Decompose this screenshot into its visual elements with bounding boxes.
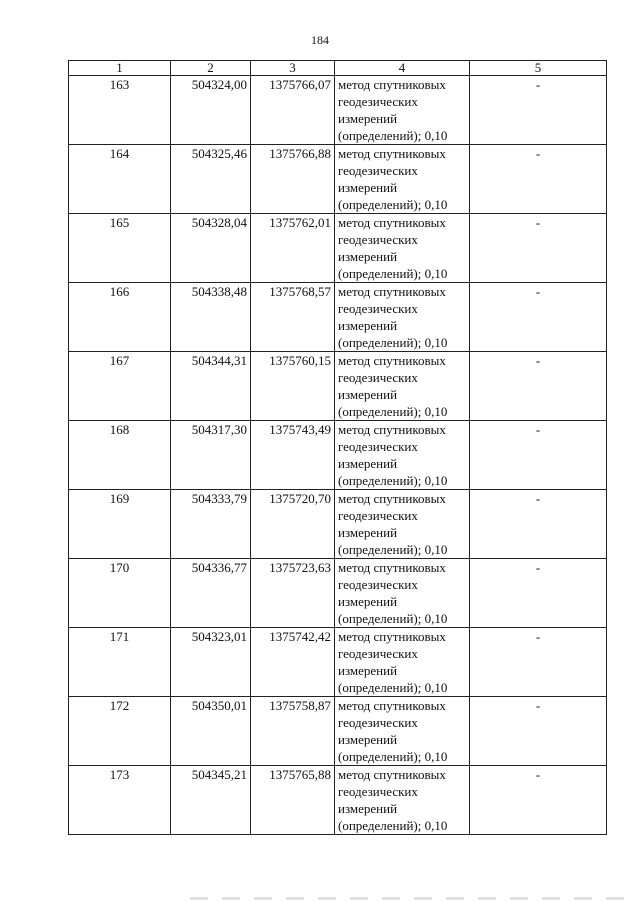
row-number-cell: 167 [69,352,171,421]
note-cell: - [470,559,607,628]
row-number-cell: 166 [69,283,171,352]
table-row [69,766,607,835]
y-coordinate-cell: 1375742,42 [251,628,335,697]
table-row [69,697,607,766]
scan-artifact [190,897,630,900]
table-header-row [69,61,607,76]
x-coordinate-cell: 504345,21 [171,766,251,835]
page-number: 184 [311,33,329,47]
row-number-cell: 169 [69,490,171,559]
y-coordinate-cell: 1375762,01 [251,214,335,283]
y-coordinate-cell: 1375723,63 [251,559,335,628]
x-coordinate-cell: 504324,00 [171,76,251,145]
note-cell: - [470,766,607,835]
table-row [69,352,607,421]
header-col-1: 1 [69,61,171,76]
row-number-cell: 168 [69,421,171,490]
note-cell: - [470,283,607,352]
y-coordinate-cell: 1375758,87 [251,697,335,766]
row-number-cell: 163 [69,76,171,145]
row-number-cell: 171 [69,628,171,697]
note-cell: - [470,697,607,766]
table-row [69,559,607,628]
row-number-cell: 172 [69,697,171,766]
y-coordinate-cell: 1375766,07 [251,76,335,145]
x-coordinate-cell: 504333,79 [171,490,251,559]
x-coordinate-cell: 504317,30 [171,421,251,490]
note-cell: - [470,76,607,145]
y-coordinate-cell: 1375765,88 [251,766,335,835]
method-cell: метод спутниковых геодезических измерений (определений); 0,10 [335,76,470,145]
method-cell: метод спутниковых геодезических измерений (определений); 0,10 [335,352,470,421]
x-coordinate-cell: 504344,31 [171,352,251,421]
table-row [69,283,607,352]
header-col-3: 3 [251,61,335,76]
x-coordinate-cell: 504336,77 [171,559,251,628]
header-col-5: 5 [470,61,607,76]
y-coordinate-cell: 1375768,57 [251,283,335,352]
header-col-4: 4 [335,61,470,76]
method-cell: метод спутниковых геодезических измерений (определений); 0,10 [335,145,470,214]
table-row [69,490,607,559]
y-coordinate-cell: 1375720,70 [251,490,335,559]
row-number-cell: 170 [69,559,171,628]
method-cell: метод спутниковых геодезических измерений (определений); 0,10 [335,697,470,766]
method-cell: метод спутниковых геодезических измерений (определений); 0,10 [335,214,470,283]
method-cell: метод спутниковых геодезических измерений (определений); 0,10 [335,490,470,559]
note-cell: - [470,352,607,421]
table-row [69,628,607,697]
row-number-cell: 164 [69,145,171,214]
table-row [69,421,607,490]
table-row [69,214,607,283]
x-coordinate-cell: 504338,48 [171,283,251,352]
y-coordinate-cell: 1375743,49 [251,421,335,490]
x-coordinate-cell: 504350,01 [171,697,251,766]
x-coordinate-cell: 504328,04 [171,214,251,283]
header-col-2: 2 [171,61,251,76]
x-coordinate-cell: 504323,01 [171,628,251,697]
method-cell: метод спутниковых геодезических измерений (определений); 0,10 [335,628,470,697]
method-cell: метод спутниковых геодезических измерений (определений); 0,10 [335,766,470,835]
note-cell: - [470,214,607,283]
y-coordinate-cell: 1375766,88 [251,145,335,214]
method-cell: метод спутниковых геодезических измерений (определений); 0,10 [335,559,470,628]
table-row [69,145,607,214]
note-cell: - [470,628,607,697]
coordinates-table [68,60,607,835]
note-cell: - [470,490,607,559]
row-number-cell: 173 [69,766,171,835]
table-row [69,76,607,145]
method-cell: метод спутниковых геодезических измерений (определений); 0,10 [335,421,470,490]
table-body [69,76,607,835]
note-cell: - [470,421,607,490]
note-cell: - [470,145,607,214]
method-cell: метод спутниковых геодезических измерений (определений); 0,10 [335,283,470,352]
y-coordinate-cell: 1375760,15 [251,352,335,421]
row-number-cell: 165 [69,214,171,283]
x-coordinate-cell: 504325,46 [171,145,251,214]
